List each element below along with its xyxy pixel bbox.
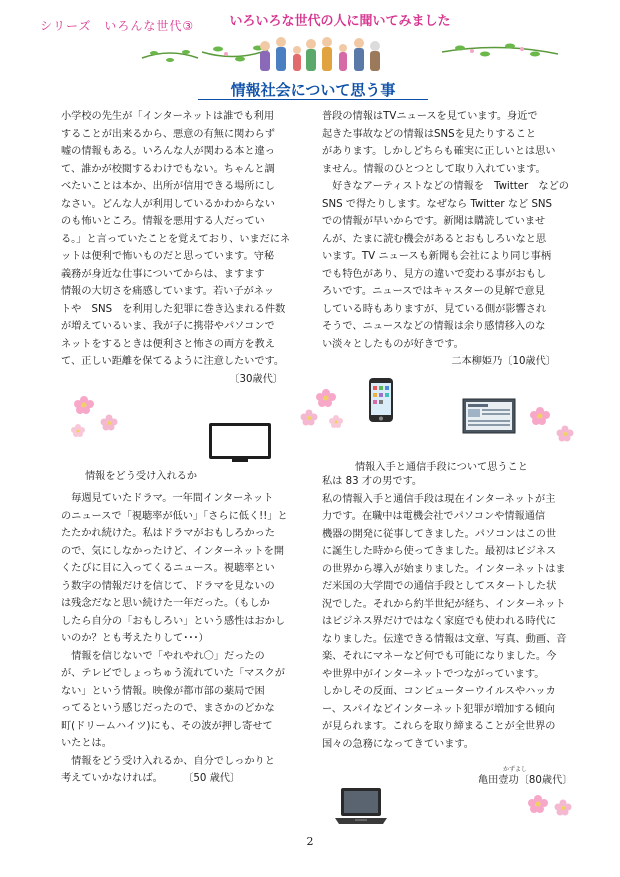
article-50s xyxy=(61,490,293,788)
laptop-icon xyxy=(333,786,389,826)
article-line: ってるという感じだったので、まさかのどかな xyxy=(61,703,275,714)
article-line: んが、たまに読む機会があるとおもしろいなと思 xyxy=(322,233,547,245)
vine-icon xyxy=(140,44,200,68)
article-line: が、テレビでしょっちゅう流れていた「マスクが xyxy=(61,668,285,679)
article-10s xyxy=(322,108,569,371)
article-line: 好きなアーティストなどの情報を Twitter などの xyxy=(322,181,569,192)
article-line: います。TV ニュースも新聞も会社により同じ事柄 xyxy=(322,251,552,262)
page-number: 2 xyxy=(306,835,314,848)
article-heading: 情報をどう受け入れるか xyxy=(85,471,198,482)
article-line: べたいことは本か、出所が信用できる場所にし xyxy=(61,181,275,192)
article-line: SNS で得たりします。なぜなら Twitter など SNS xyxy=(322,198,553,210)
article-line: なさい。どんな人が利用しているかわからない xyxy=(61,198,275,210)
article-line: に誕生した時から使ってきました。最初はビジネス xyxy=(322,546,557,557)
article-line: 私は 83 才の男です。 xyxy=(322,476,423,487)
article-line: でも特色があり、見方の違いで変わる事がおもし xyxy=(322,268,547,280)
article-line: 毎週見ていたドラマ。一年間インターネット xyxy=(61,493,274,504)
smartphone-icon xyxy=(368,377,394,423)
article-line: ない」という情報。映像が都市部の薬局で困 xyxy=(61,685,265,697)
article-line: ネットをするときは便利さと怖さの両方を教え xyxy=(61,338,275,350)
author-signature: 亀田壹功〔80歳代〕 xyxy=(478,775,573,786)
article-line: いのか？とも考えたりして･･･） xyxy=(61,633,209,644)
flower-icon xyxy=(520,793,580,823)
article-line: が見られます。これらを取り締まることが全世界の xyxy=(322,721,556,732)
title-underline xyxy=(198,99,428,100)
article-line: 私の情報入手と通信手段は現在インターネットが主 xyxy=(322,493,556,505)
article-line: での情報が早いからです。新聞は購読していませ xyxy=(322,216,546,227)
article-line: 情報をどう受け入れるか、自分でしっかりと xyxy=(61,755,275,767)
header-title: いろいろな世代の人に聞いてみました xyxy=(229,14,451,29)
article-line: 楽、それにマネーなど何でも可能になりました。今 xyxy=(322,651,557,662)
article-line: 力です。在職中は電機会社でパソコンや情報通信 xyxy=(322,511,546,522)
author-signature: 〔30歳代〕 xyxy=(229,373,283,385)
vine-icon xyxy=(440,40,560,64)
article-line: て、誰かが校閲するわけでもない。ちゃんと調 xyxy=(61,163,275,175)
article-line: 義務が身近な仕事についてからは、ますます xyxy=(61,268,265,280)
article-line: 町(ドリームハイツ)にも、その波が押し寄せて xyxy=(61,720,273,732)
article-line: ので、気にしなかったけど、インターネットを開 xyxy=(61,545,285,557)
article-line: う数字の情報だけを信じて、ドラマを見ないの xyxy=(61,580,275,592)
article-line: 国々の急務になってきています。 xyxy=(322,738,474,750)
article-line: 嘘の情報もある。いろんな人が関わる本と違っ xyxy=(61,146,275,157)
flower-icon xyxy=(290,385,350,435)
article-line: いたとは。 xyxy=(61,738,112,749)
article-line: のニュースで「視聴率が低い」「さらに低く!!」と xyxy=(61,510,288,522)
article-line: や世界中がインターネットでつながっています。 xyxy=(322,668,545,680)
article-line: 情報を信じないで「やれやれ〇」だったの xyxy=(61,650,265,662)
article-line: 考えていかなければ。 〔50 歳代〕 xyxy=(61,773,241,784)
article-heading: 情報入手と通信手段について思うこと xyxy=(355,462,528,473)
series-label: シリーズ いろんな世代③ xyxy=(40,19,195,33)
article-line: い淡々としたものが好きです。 xyxy=(322,338,464,350)
article-line: ー、スパイなどインターネット犯罪が増加する傾向 xyxy=(322,703,555,715)
article-line: 普段の情報はTVニュースを見ています。身近で xyxy=(322,111,538,122)
article-line: そうで、ニュースなどの情報は余り感情移入のな xyxy=(322,321,546,332)
article-line: 情報の大切さを痛感しています。若い子がネッ xyxy=(61,286,275,297)
article-80s xyxy=(322,473,567,753)
article-line: している時もありますが、見ている側が影響され xyxy=(322,303,547,315)
people-icon xyxy=(255,32,385,78)
article-line: だ米国の大学間での通信手段としてスタートした状 xyxy=(322,581,557,592)
article-30s xyxy=(61,108,293,388)
article-line: があります。しかしどちらも確実に正しいとは思い xyxy=(322,146,556,157)
article-line: 起きた事故などの情報はSNSを見たりすること xyxy=(322,128,537,140)
main-title: 情報社会について思う事 xyxy=(230,81,396,99)
article-line: ットは便利で怖いものだと思っています。守秘 xyxy=(61,251,275,262)
article-line: る。」と言っていたことを覚えており、いまだにネ xyxy=(61,233,291,245)
article-line: が増えているいま、我が子に携帯やパソコンで xyxy=(61,321,275,332)
article-line: 小学校の先生が「インターネットは誰でも利用 xyxy=(61,111,275,122)
newspaper-icon xyxy=(462,398,516,434)
flower-icon xyxy=(520,405,580,455)
article-line: の世界から導入が始まりました。インターネットはま xyxy=(322,563,566,575)
article-line: しかしその反面、コンピューターウイルスやハッカ xyxy=(322,686,556,697)
article-line: なりました。伝達できる情報は文章、写真、動画、音 xyxy=(322,633,567,645)
article-line: て、正しい距離を保てるように注意したいです。 xyxy=(61,356,285,367)
flower-icon xyxy=(66,392,126,442)
article-line: くたびに目に入ってくるニュース。視聴率とい xyxy=(61,563,275,574)
tv-icon xyxy=(208,422,272,464)
article-line: たたかれ続けた。私はドラマがおもしろかった xyxy=(61,528,275,539)
article-line: することが出来るから、悪意の有無に関わらず xyxy=(61,128,275,140)
article-line: したら自分の「おもしろい」という感性はおかし xyxy=(61,615,286,627)
name-ruby: かずよし xyxy=(503,766,528,773)
article-line: ろいです。ニュースではキャスターの見解で意見 xyxy=(322,286,545,297)
article-line: ません。情報のひとつとして取り入れています。 xyxy=(322,163,546,175)
article-line: 機器の開発に従事してきました。パソコンはこの世 xyxy=(322,528,557,540)
article-line: のも怖いところ。情報を悪用する人だってい xyxy=(61,216,265,227)
article-line: はビジネス界だけではなく家庭でも使われる時代に xyxy=(322,616,557,627)
author-signature: 二本柳姫乃〔10歳代〕 xyxy=(451,356,556,367)
article-line: 況でした。それから約半世紀が経ち、インターネット xyxy=(322,598,566,610)
article-line: トや SNS を利用した犯罪に巻き込まれる件数 xyxy=(61,303,286,315)
article-line: は残念だなと思い続けた一年だった。（もしか xyxy=(61,598,270,609)
